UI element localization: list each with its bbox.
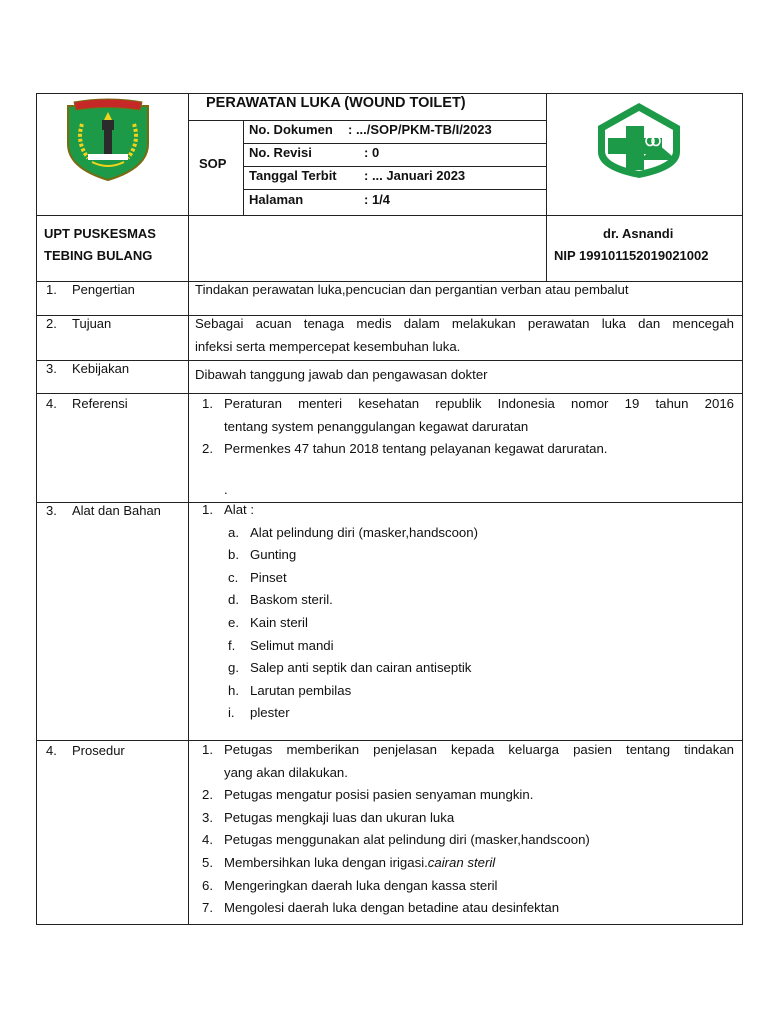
- kebijakan-number: 3.: [46, 361, 57, 376]
- alat-label: Alat dan Bahan: [72, 503, 161, 518]
- list-item: 2. Petugas mengatur posisi pasien senyaman mungkin.: [202, 787, 534, 803]
- kebijakan-text: Dibawah tanggung jawab dan pengawasan dokter: [195, 367, 488, 382]
- list-item: e. Kain steril: [228, 614, 308, 630]
- tujuan-number: 2.: [46, 316, 57, 331]
- list-item: 5. Membersihkan luka dengan irigasi.cairan steril: [202, 854, 496, 870]
- regional-emblem-logo: [62, 98, 154, 182]
- referensi-number: 4.: [46, 396, 57, 411]
- tujuan-text-line2: infeksi serta mempercepat kesembuhan luka.: [195, 339, 461, 354]
- list-item: 1. Petugas memberikan penjelasan kepada keluarga pasien tentang tindakan: [202, 742, 734, 757]
- signer-name: dr. Asnandi: [603, 226, 674, 241]
- list-item: b. Gunting: [228, 547, 297, 563]
- tujuan-text-line1: Sebagai acuan tenaga medis dalam melakukan perawatan luka dan mencegah: [195, 316, 734, 331]
- list-item: c. Pinset: [228, 569, 287, 585]
- tujuan-label: Tujuan: [72, 316, 112, 331]
- alat-number: 3.: [46, 503, 57, 518]
- pengertian-number: 1.: [46, 282, 57, 297]
- signer-nip: NIP 199101152019021002: [554, 248, 709, 263]
- list-heading: 1. Alat :: [202, 502, 255, 517]
- list-item: a. Alat pelindung diri (masker,handscoon): [228, 524, 478, 540]
- prosedur-list: [202, 739, 734, 920]
- list-item: 1. Peraturan menteri kesehatan republik Indonesia nomor 19 tahun 2016: [202, 396, 734, 411]
- list-item: 2. Permenkes 47 tahun 2018 tentang pelayanan kegawat daruratan.: [202, 441, 608, 457]
- sop-label: SOP: [199, 156, 227, 171]
- list-item: f. Selimut mandi: [228, 637, 334, 653]
- document-title: PERAWATAN LUKA (WOUND TOILET): [206, 95, 466, 111]
- list-item-continuation: tentang system penanggulangan kegawat daruratan: [224, 418, 529, 434]
- halaman-label: Halaman: [249, 192, 304, 207]
- no-revisi-value: : 0: [364, 145, 380, 160]
- list-item: 6. Mengeringkan daerah luka dengan kassa steril: [202, 877, 498, 893]
- list-item: d. Baskom steril.: [228, 592, 333, 608]
- tanggal-terbit-label: Tanggal Terbit: [249, 168, 337, 183]
- list-item: 3. Petugas mengkaji luas dan ukuran luka: [202, 809, 455, 825]
- no-revisi-label: No. Revisi: [249, 145, 312, 160]
- no-dokumen-label: No. Dokumen: [249, 122, 333, 137]
- referensi-trailing-dot: .: [224, 482, 228, 497]
- tanggal-terbit-value: : ... Januari 2023: [364, 168, 466, 183]
- list-item-continuation: yang akan dilakukan.: [224, 764, 348, 780]
- list-item: i. plester: [228, 705, 290, 721]
- list-item: g. Salep anti septik dan cairan antiseptik: [228, 660, 472, 676]
- halaman-value: : 1/4: [364, 192, 391, 207]
- puskesmas-logo: [596, 100, 682, 180]
- org-name-line2: TEBING BULANG: [44, 248, 153, 263]
- no-dokumen-value: : .../SOP/PKM-TB/I/2023: [348, 122, 492, 137]
- prosedur-label: Prosedur: [72, 743, 125, 758]
- org-name-line1: UPT PUSKESMAS: [44, 226, 156, 241]
- list-item: 4. Petugas menggunakan alat pelindung diri (masker,handscoon): [202, 832, 590, 848]
- kebijakan-label: Kebijakan: [72, 361, 130, 376]
- prosedur-number: 4.: [46, 743, 57, 758]
- referensi-label: Referensi: [72, 396, 128, 411]
- pengertian-text: Tindakan perawatan luka,pencucian dan pergantian verban atau pembalut: [195, 282, 629, 297]
- list-item: h. Larutan pembilas: [228, 682, 352, 698]
- alat-list: [202, 499, 734, 725]
- referensi-list: [202, 393, 734, 461]
- pengertian-label: Pengertian: [72, 282, 135, 297]
- list-item: 7. Mengolesi daerah luka dengan betadine atau desinfektan: [202, 900, 560, 916]
